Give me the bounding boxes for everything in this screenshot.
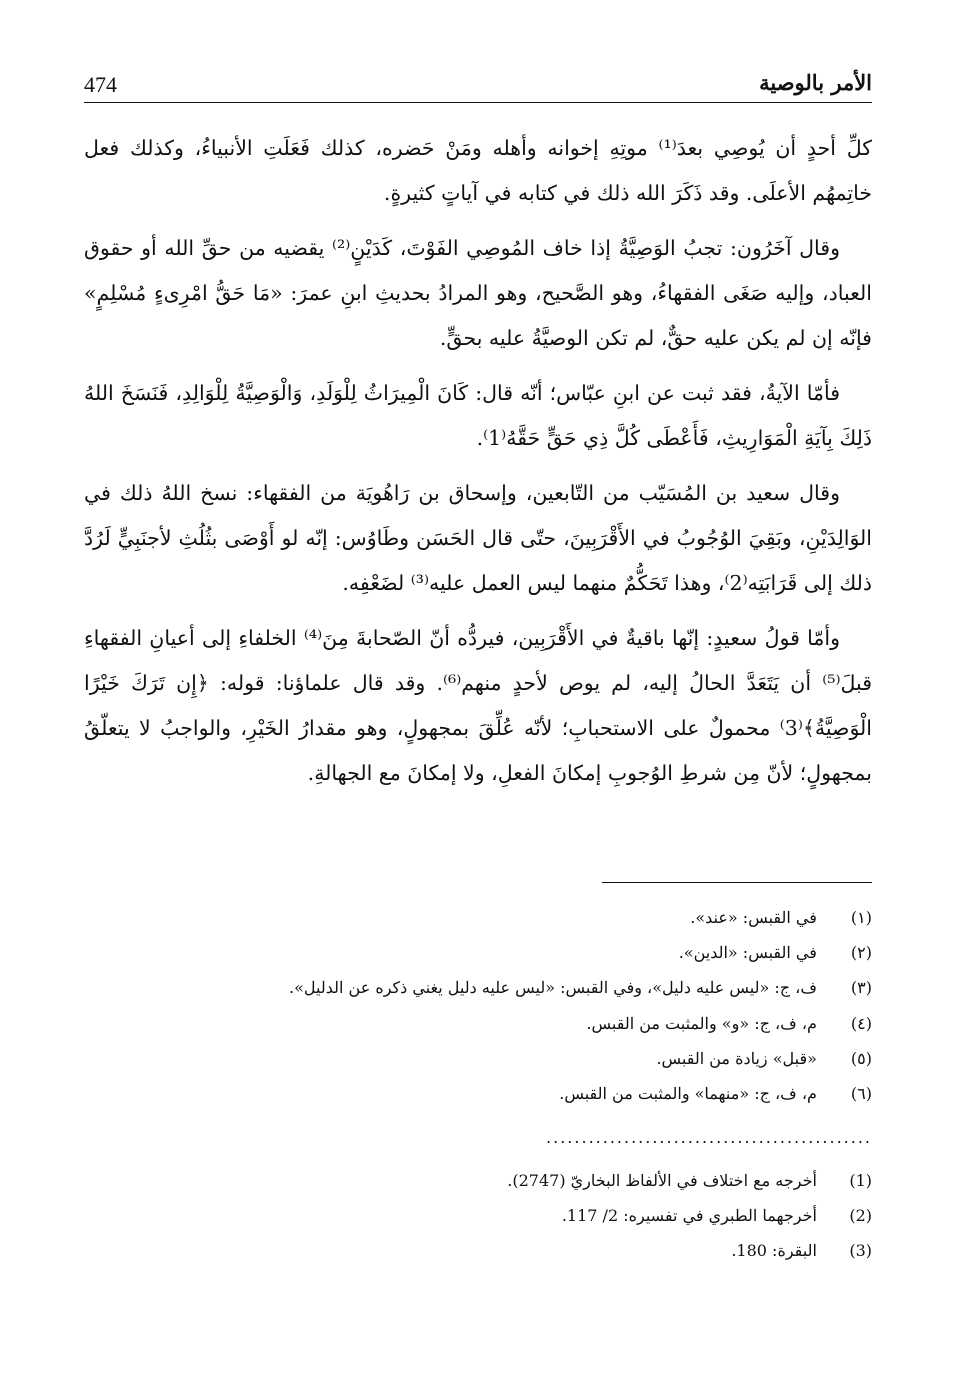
paragraph-4: وقال سعيد بن المُسَيّب من التّابعين، وإسحاق بن رَاهُويَة من الفقهاء: نسخ اللهُ ذلك في الوَالِدَيْنِ، وبَقِيَ الوُجُوبُ في الأَقْرَبِينَ، حتّى قال الحَسَن وطَاوُس: إنّه لو أَوْصَى بثُلُثِ لأجنَبِيٍّ لَرُدَّ ذلك إلى قَرَابَتِه⁽2⁾، وهذا تَحَكُّمٌ منهما ليس العمل عليه⁽³⁾ لضَعْفِه.: [84, 481, 872, 595]
footnote-text: «قبل» زيادة من القبس.: [656, 1048, 817, 1068]
footnote-number: (٥): [850, 1048, 872, 1068]
footnote-item: [84, 970, 872, 1005]
footnote-text: في القبس: «الدين».: [678, 943, 817, 963]
footnote-item: [84, 1041, 872, 1076]
footnote-text: في القبس: «عند».: [690, 908, 817, 927]
page-number: 474: [84, 72, 117, 97]
paragraph-1: كلِّ أحدٍ أن يُوصِي بعدَ⁽¹⁾ موتِهِ إخوانه وأهله ومَنْ حَضره، كذلك فَعَلَتِ الأنبياءُ، وكذلك فعل خاتِمهُم الأعلَى. وقد ذَكَرَ الله ذلك في كتابه في آياتٍ كثيرةٍ.: [84, 136, 872, 205]
page-header: [84, 68, 872, 103]
footnote-item: [84, 1006, 872, 1041]
footnote-number: (٦): [850, 1083, 872, 1103]
footnote-number: (1): [849, 1171, 872, 1190]
footnote-item: [84, 1076, 872, 1111]
paragraph-5: وأمّا قولُ سعيدٍ: إنّها باقيةٌ في الأَقْرَبِين، فيردُّه أنّ الصّحابةَ مِنَ⁽⁴⁾ الخلفاءِ إلى أعيانِ الفقهاءِ قبلَ⁽⁵⁾ أن يَتَعَدَّ الحالُ إليه، لم يوص لأحدٍ منهم⁽⁶⁾. وقد قال علماؤنا: قوله: ﴿إِن تَرَكَ خَيْرًا الْوَصِيَّةُ﴾⁽3⁾ محمولٌ على الاستحبابِ؛ لأنّه عُلِّقَ بمجهولٍ، وهو مقدارُ الخَيْرِ، والواجبُ لا يتعلّقُ بمجهولٍ؛ لأنّ مِن شرطِ الوُجوبِ إمكانَ الفعلِ، ولا إمكانَ مع الجهالةِ.: [84, 626, 872, 785]
footnote-text: البقرة: 180.: [731, 1241, 817, 1261]
footnote-item: [84, 900, 872, 935]
footnote-item: [84, 1233, 872, 1268]
footnote-number: (٢): [850, 943, 872, 963]
footnote-item: [84, 935, 872, 970]
source-footnotes: [84, 1163, 872, 1269]
footnote-text: أخرجهما الطبري في تفسيره: 2/ 117.: [561, 1206, 817, 1226]
footnote-number: (2): [849, 1206, 872, 1226]
footnote-text: م، ف، ج: «منهما» والمثبت من القبس.: [559, 1083, 817, 1103]
main-text: [84, 126, 872, 806]
footnote-number: (٣): [850, 978, 872, 998]
running-title: الأمر بالوصية: [759, 70, 872, 95]
footnote-item: [84, 1198, 872, 1233]
footnote-item: [84, 1163, 872, 1198]
footnote-number: (١): [850, 908, 872, 927]
footnote-text: ف، ج: «ليس عليه دليل»، وفي القبس: «ليس عليه دليل يغني ذكره عن الدليل».: [289, 978, 817, 998]
footnote-number: (3): [849, 1241, 872, 1261]
footnote-separator: [602, 882, 872, 883]
dotted-separator: ..............................................: [546, 1128, 872, 1147]
footnote-number: (٤): [850, 1013, 872, 1033]
footnote-text: م، ف، ج: «و» والمثبت من القبس.: [586, 1013, 817, 1033]
paragraph-2: وقال آخَرُون: تجبُ الوَصِيَّةُ إذا خاف المُوصِي الفَوْتَ، كَدَيْنٍ⁽²⁾ يقضيه من حقِّ الله أو حقوق العباد، وإليه صَغَى الفقهاءُ، وهو الصَّحيح، وهو المرادُ بحديثِ ابنِ عمرَ: «مَا حَقُّ امْرِىءٍ مُسْلِمٍ» فإنّه إن لم يكن عليه حقٌّ، لم تكن الوصيَّةُ عليه بحقٍّ.: [84, 236, 872, 350]
paragraph-3: فأمّا الآيةُ، فقد ثبت عن ابنِ عبّاس؛ أنّه قال: كَانَ الْمِيرَاثُ لِلْوَلَدِ، وَالْوَصِيَّةُ لِلْوَالِدِ، فَنَسَخَ اللهُ ذَلِكَ بِآيَةِ الْمَوَارِيثِ، فَأَعْطَى كُلَّ ذِي حَقٍّ حَقَّهُ⁽1⁾.: [84, 381, 872, 450]
footnote-text: أخرجه مع اختلاف في الألفاظ البخاريّ (2747).: [507, 1171, 817, 1190]
editor-footnotes: [84, 900, 872, 1111]
